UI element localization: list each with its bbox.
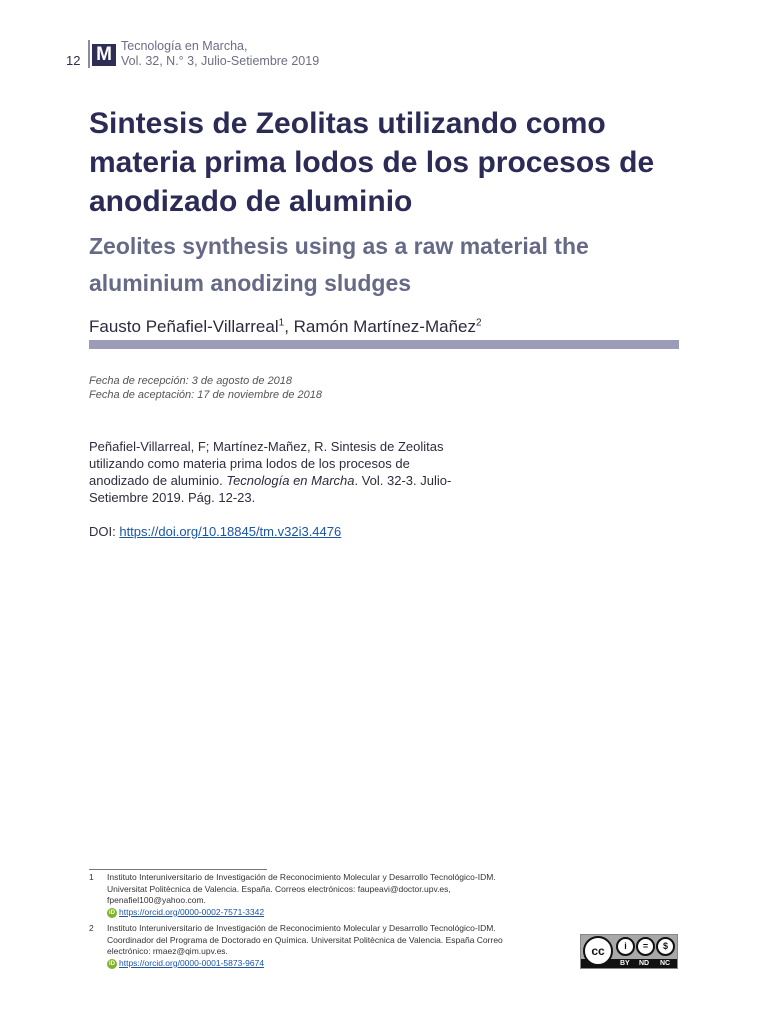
cc-nd-label: ND [639,960,650,967]
no-derivatives-icon: = [636,937,655,956]
orcid-icon: iD [109,909,115,916]
header-divider [88,40,90,68]
footnote-number: 1 [89,872,94,882]
cc-icon: cc [583,936,613,966]
author-affiliation-mark: 2 [475,317,482,329]
citation-text: Peñafiel-Villarreal, F; Martínez-Mañez, R. Sintesis de Zeolitas utilizando como materia prima lodos de los procesos de anodizado de aluminio. [89,439,444,488]
citation-block [89,438,469,506]
cc-nc-label: NC [660,960,671,967]
footnote [89,872,509,918]
journal-volume: Vol. 32, N.° 3, Julio-Setiembre 2019 [121,54,320,68]
attribution-icon: i [616,937,635,956]
footnote-text: Instituto Interuniversitario de Investigación de Reconocimiento Molecular y Desarrollo Tecnológico-IDM. Universitat Politècnica de Valencia. España. Correos electrónicos: faupeavi@doctor.upv.es, fpenafiel100@yahoo.com. [107,872,496,906]
author-affiliation-mark: 1 [278,317,285,329]
title-underline-bar [89,340,679,349]
orcid-icon: iD [109,960,115,967]
orcid-link[interactable]: https://orcid.org/0000-0001-5873-9674 [119,957,265,968]
author-name: Fausto Peñafiel-Villarreal [89,317,279,336]
cc-license-badge[interactable] [580,934,678,969]
received-date: Fecha de recepción: 3 de agosto de 2018 [89,375,293,387]
journal-header [121,39,319,69]
submission-dates [89,374,322,402]
page-number: 12 [66,53,81,68]
journal-name: Tecnología en Marcha, [121,39,248,53]
author-list [89,317,482,337]
doi-link[interactable]: https://doi.org/10.18845/tm.v32i3.4476 [119,524,342,539]
footnote [89,923,509,969]
cc-by-label: BY [620,960,630,967]
footnote-divider [89,869,267,870]
journal-logo: M [92,44,116,66]
author-separator: , [284,317,294,336]
citation-journal: Tecnología en Marcha [226,473,355,488]
author-name: Ramón Martínez-Mañez [293,317,476,336]
orcid-link[interactable]: https://orcid.org/0000-0002-7571-3342 [119,906,265,917]
footnote-number: 2 [89,923,94,933]
doi-label: DOI: [89,524,120,539]
accepted-date: Fecha de aceptación: 17 de noviembre de 2018 [89,389,322,401]
title-english: Zeolites synthesis using as a raw material the aluminium anodizing sludges [89,233,589,296]
footnote-text: Instituto Interuniversitario de Investigación de Reconocimiento Molecular y Desarrollo Tecnológico-IDM. Coordinador del Programa de Doctorado en Química. Universitat Politècnica de Valencia. España Correo electrónico: rmaez@qim.upv.es. [107,923,503,957]
citation-details: . Vol. 32-3. Julio-Setiembre 2019. Pág. 12-23. [89,473,452,505]
non-commercial-icon: $ [656,937,675,956]
title-spanish: Sintesis de Zeolitas utilizando como materia prima lodos de los procesos de anodizado de aluminio [89,107,655,218]
doi-line [89,524,341,539]
